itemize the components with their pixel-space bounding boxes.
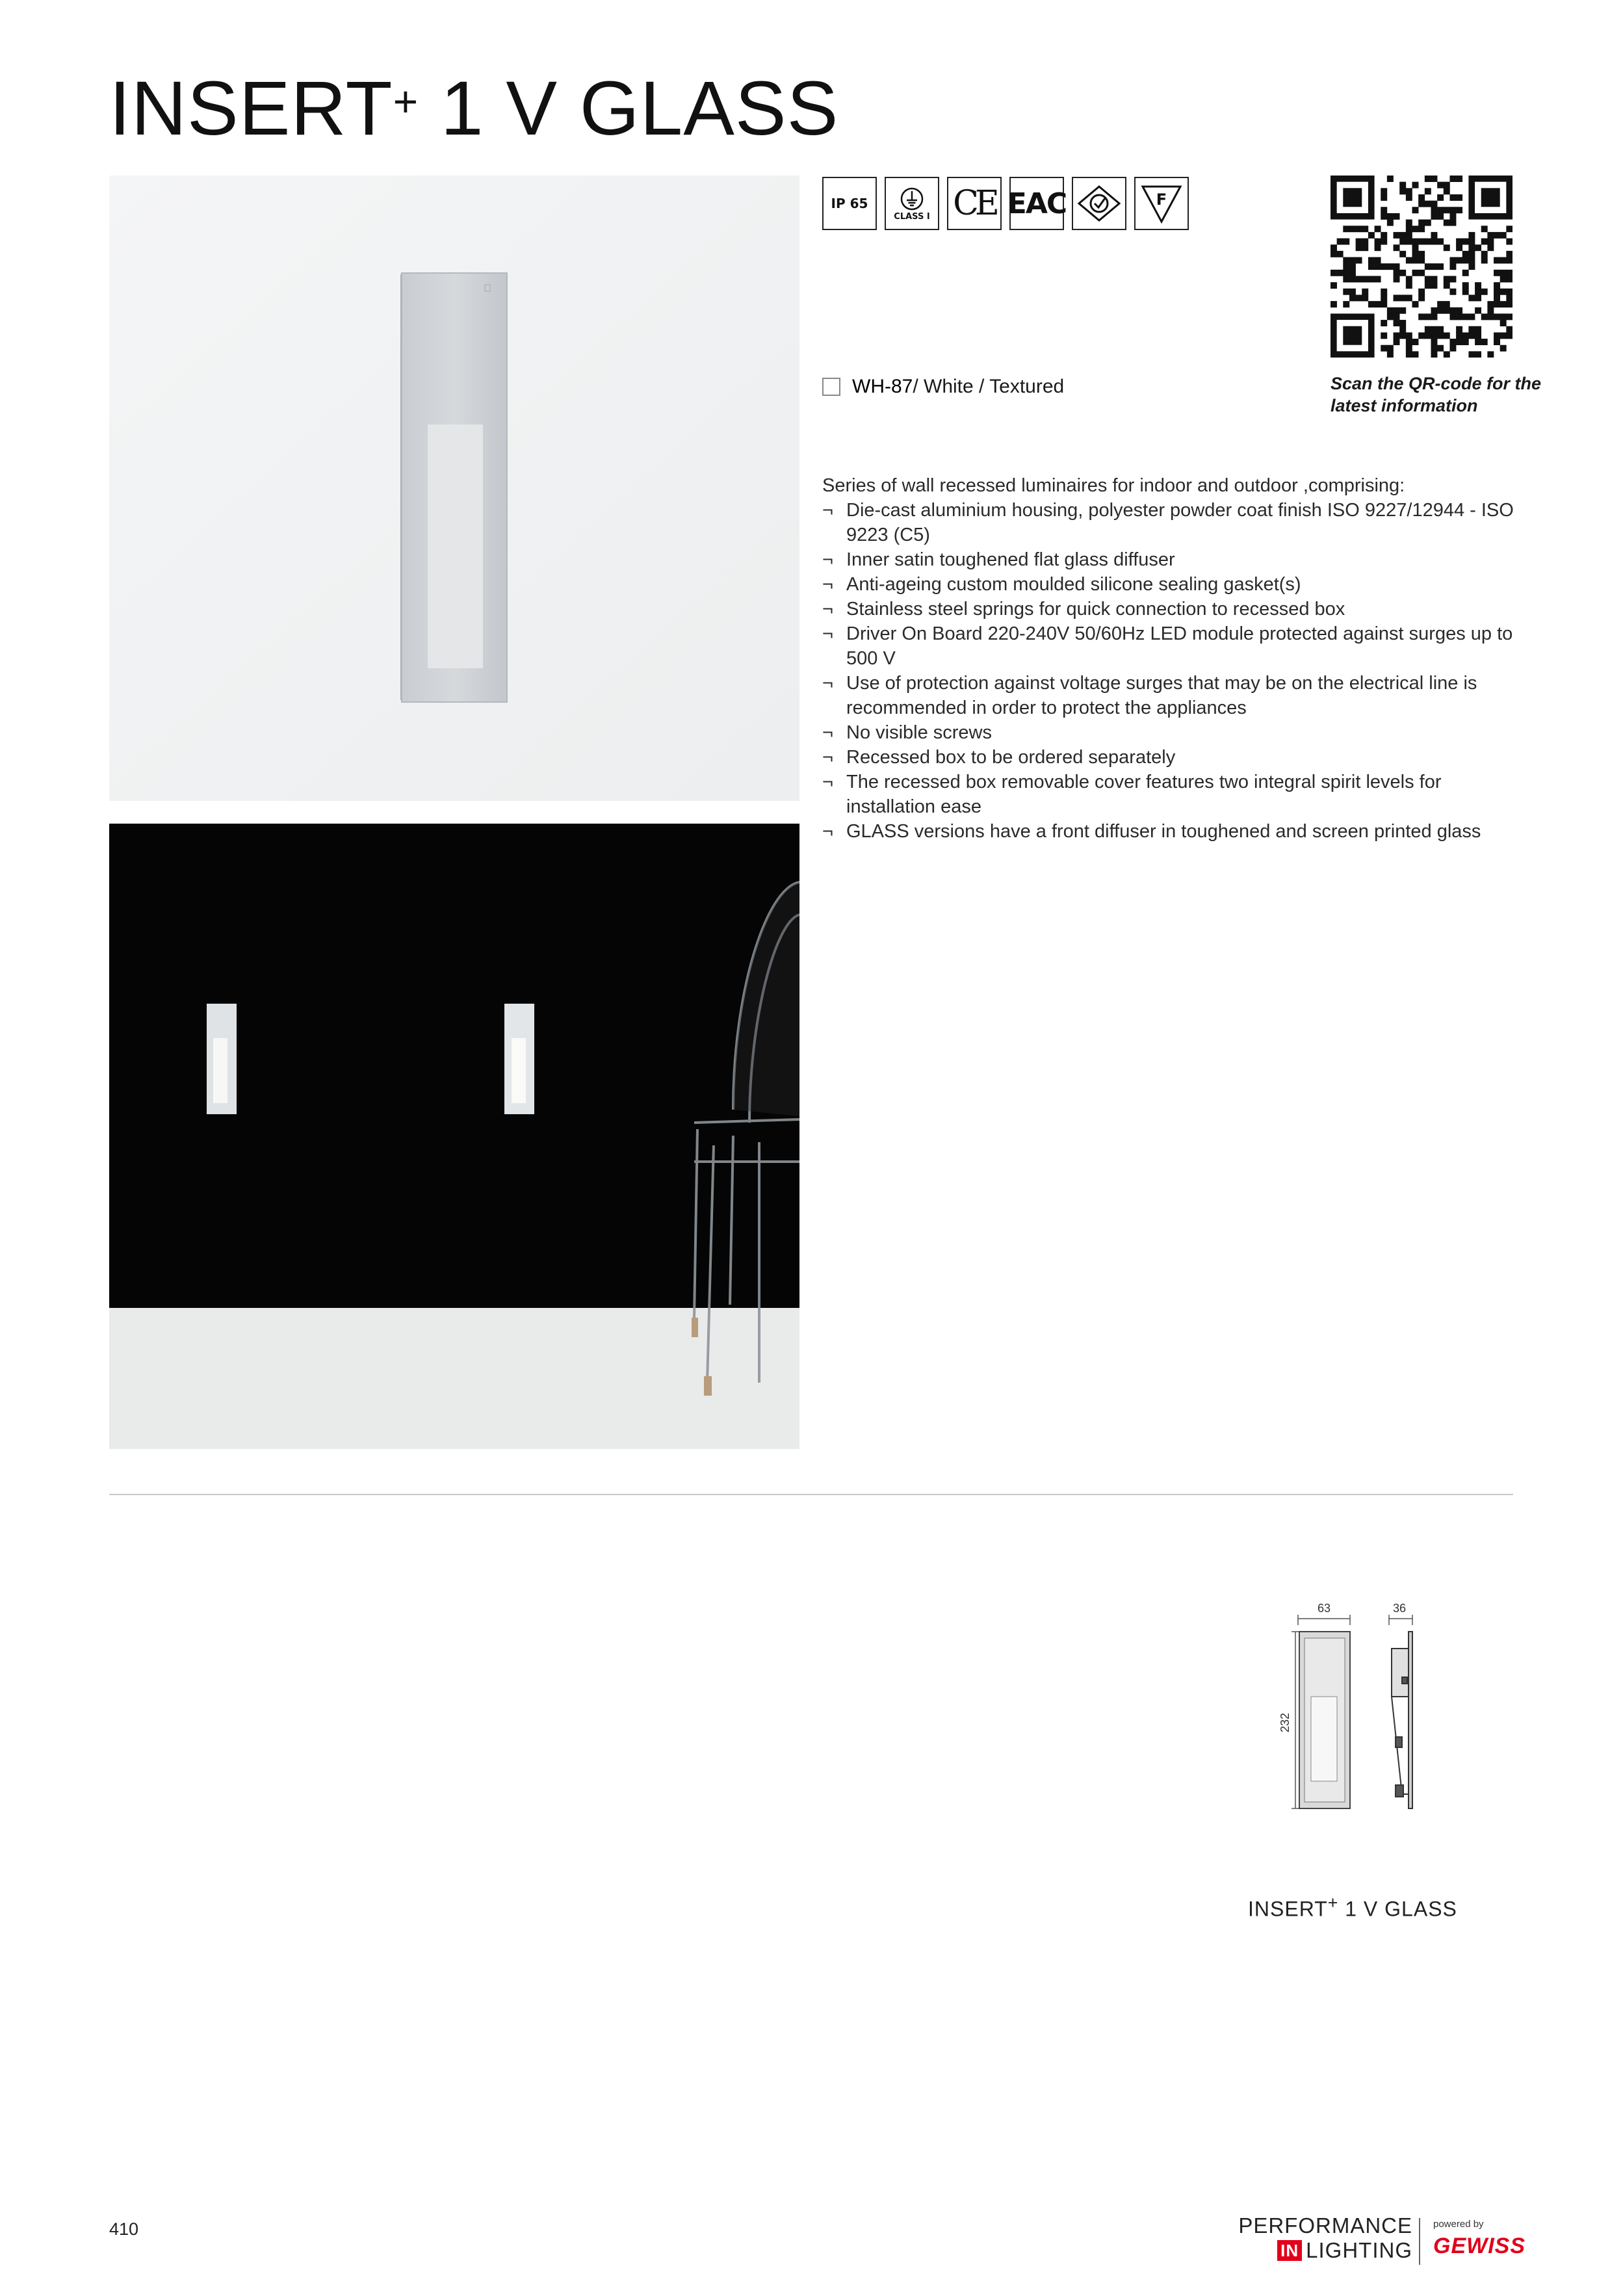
dimension-drawing bbox=[1271, 1599, 1433, 1820]
feature-item: ¬ Inner satin toughened flat glass diffuser bbox=[822, 547, 1518, 572]
feature-item: ¬ Recessed box to be ordered separately bbox=[822, 745, 1518, 770]
finish-description: / White / Textured bbox=[913, 376, 1065, 397]
ambient-photo-illustration bbox=[109, 824, 799, 1449]
title-main: INSERT bbox=[109, 66, 393, 151]
eac-mark-icon bbox=[1007, 177, 1067, 230]
caption-sup: + bbox=[1327, 1893, 1339, 1912]
width-dimension-label: 63 bbox=[1317, 1602, 1331, 1615]
page-title bbox=[109, 66, 839, 151]
certification-icons bbox=[822, 177, 1189, 230]
finish-option bbox=[822, 376, 1064, 398]
drawing-caption bbox=[1248, 1893, 1456, 1922]
product-photo-illustration bbox=[109, 176, 799, 801]
technical-drawing bbox=[1271, 1599, 1433, 1820]
feature-item: ¬ Stainless steel springs for quick connection to recessed box bbox=[822, 597, 1518, 621]
product-photo bbox=[109, 176, 799, 801]
f-label: F bbox=[1156, 190, 1167, 209]
f-mark-icon bbox=[1134, 177, 1189, 230]
feature-item: ¬ The recessed box removable cover features two integral spirit levels for installation ease bbox=[822, 770, 1518, 819]
title-rest: 1 V GLASS bbox=[419, 66, 839, 151]
ce-mark-icon bbox=[947, 177, 1002, 230]
feature-item: ¬ GLASS versions have a front diffuser in toughened and screen printed glass bbox=[822, 819, 1518, 844]
height-dimension-label: 232 bbox=[1279, 1712, 1292, 1733]
class-i-icon bbox=[885, 177, 939, 230]
ce-label: CE bbox=[953, 184, 996, 223]
finish-code: WH-87 bbox=[852, 376, 913, 397]
class-i-label: CLASS I bbox=[894, 211, 930, 222]
finish-swatch bbox=[822, 378, 840, 396]
ambient-photo bbox=[109, 824, 799, 1449]
rcm-mark-icon bbox=[1072, 177, 1126, 230]
section-divider bbox=[109, 1494, 1513, 1495]
depth-dimension-label: 36 bbox=[1392, 1602, 1407, 1615]
feature-item: ¬ Use of protection against voltage surges that may be on the electrical line is recommended in order to protect the appliances bbox=[822, 671, 1518, 720]
qr-code[interactable] bbox=[1331, 176, 1513, 358]
brand-lighting: LIGHTING bbox=[1306, 2238, 1412, 2262]
feature-item: ¬ No visible screws bbox=[822, 720, 1518, 745]
feature-item: ¬ Driver On Board 220-240V 50/60Hz LED module protected against surges up to 500 V bbox=[822, 621, 1518, 671]
rcm-symbol-icon bbox=[1076, 184, 1122, 223]
brand-logo bbox=[1237, 2213, 1412, 2263]
brand-line2 bbox=[1237, 2238, 1412, 2263]
qr-note: Scan the QR-code for the latest information bbox=[1331, 374, 1542, 415]
qr-code-graphic bbox=[1331, 176, 1513, 358]
caption-main: INSERT bbox=[1248, 1897, 1328, 1921]
description-intro: Series of wall recessed luminaires for indoor and outdoor ,comprising: bbox=[822, 475, 1405, 496]
feature-list bbox=[822, 498, 1518, 844]
ip65-icon bbox=[822, 177, 877, 230]
product-description bbox=[822, 473, 1518, 844]
brand-line1: PERFORMANCE bbox=[1238, 2213, 1412, 2237]
earth-symbol-icon bbox=[899, 186, 925, 212]
brand-separator bbox=[1419, 2218, 1420, 2265]
brand-in-badge: IN bbox=[1277, 2240, 1302, 2261]
caption-rest: 1 V GLASS bbox=[1338, 1897, 1457, 1921]
feature-item: ¬ Die-cast aluminium housing, polyester powder coat finish ISO 9227/12944 - ISO 9223 (C5) bbox=[822, 498, 1518, 547]
gewiss-logo: GEWISS bbox=[1433, 2234, 1526, 2258]
eac-label: EAC bbox=[1007, 187, 1067, 220]
f-symbol-icon bbox=[1139, 183, 1184, 224]
powered-by-label: powered by bbox=[1433, 2219, 1484, 2230]
page-number: 410 bbox=[109, 2219, 139, 2239]
ip65-label: IP 65 bbox=[831, 196, 868, 211]
feature-item: ¬ Anti-ageing custom moulded silicone sealing gasket(s) bbox=[822, 572, 1518, 597]
title-sup: + bbox=[393, 77, 419, 125]
